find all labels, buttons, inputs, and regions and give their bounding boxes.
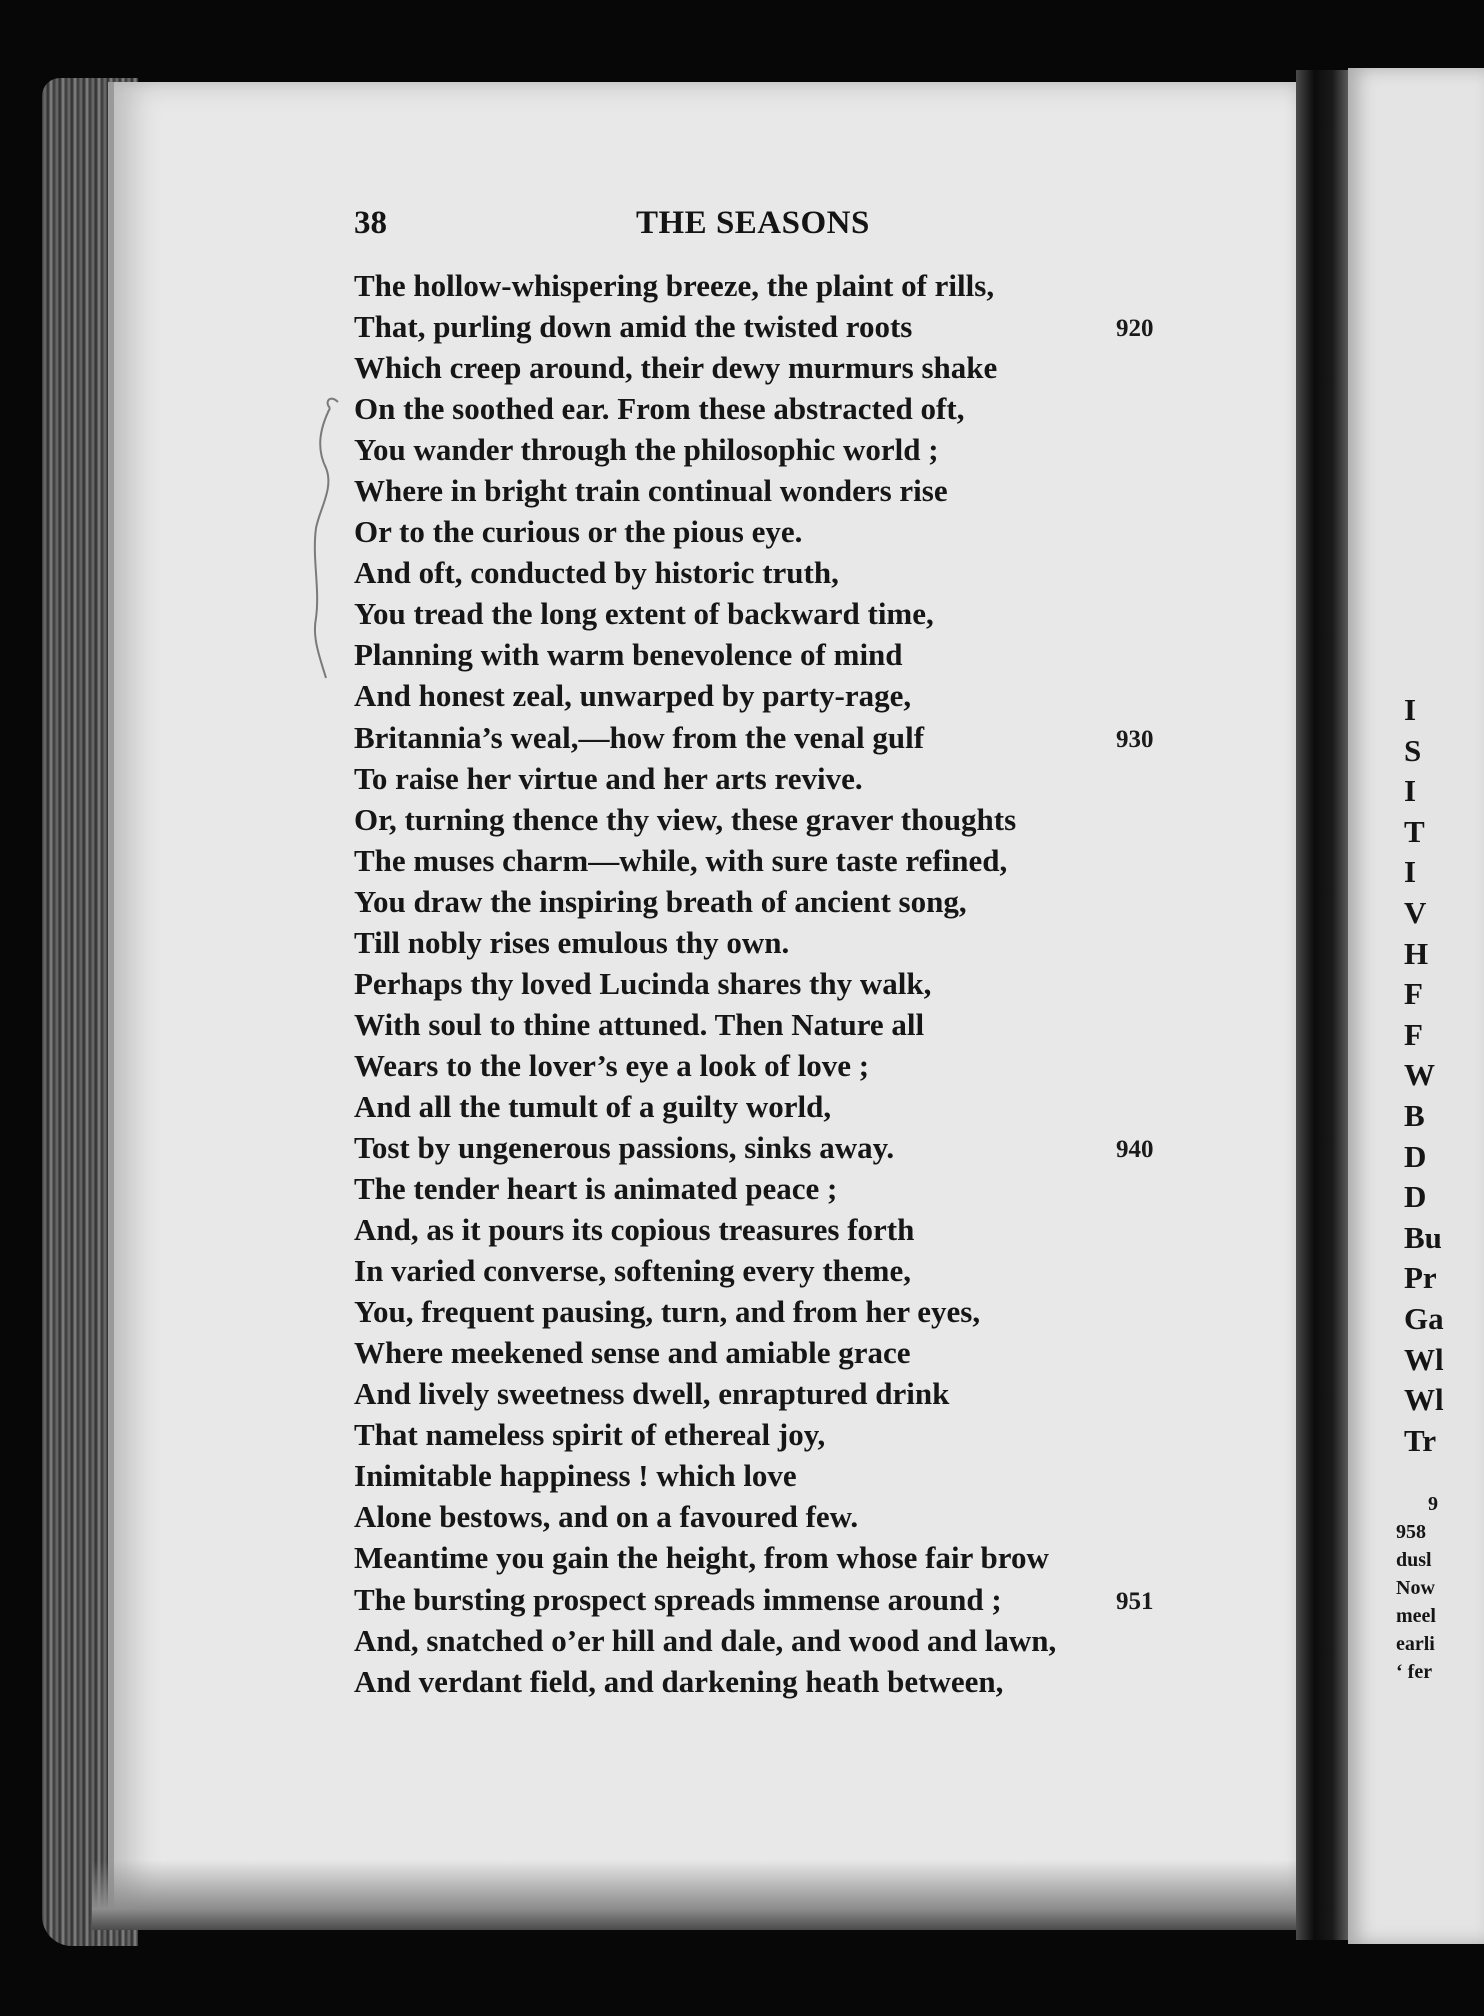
facing-line-fragment: S — [1404, 732, 1422, 768]
verse-line: Which creep around, their dewy murmurs shake — [354, 350, 998, 386]
verse-line: On the soothed ear. From these abstracted oft, — [354, 391, 965, 427]
facing-line-fragment: D — [1404, 1138, 1427, 1174]
facing-note-fragment: meel — [1396, 1605, 1436, 1627]
poem-text — [0, 265, 1484, 1702]
verse-line: And, as it pours its copious treasures forth — [354, 1212, 915, 1248]
facing-note-fragment: earli — [1396, 1633, 1435, 1655]
facing-line-fragment: F — [1404, 1016, 1423, 1052]
verse-line: Or to the curious or the pious eye. — [354, 514, 803, 550]
verse-line: You draw the inspiring breath of ancient song, — [354, 883, 967, 919]
verse-line: Or, turning thence thy view, these graver thoughts — [354, 801, 1017, 837]
verse-line: Alone bestows, and on a favoured few. — [354, 1499, 859, 1535]
facing-line-fragment: Pr — [1404, 1260, 1437, 1296]
verse-line: And, snatched o’er hill and dale, and wood and lawn, — [354, 1622, 1057, 1658]
facing-line-fragment: Tr — [1404, 1422, 1437, 1458]
verse-line: And verdant field, and darkening heath between, — [354, 1663, 1004, 1699]
verse-line: The tender heart is animated peace ; — [354, 1171, 838, 1207]
verse-line: Where in bright train continual wonders rise — [354, 473, 948, 509]
verse-line: Wears to the lover’s eye a look of love ; — [354, 1047, 870, 1083]
facing-line-fragment: F — [1404, 976, 1423, 1012]
running-title: THE SEASONS — [636, 205, 870, 241]
facing-note-fragment: dusl — [1396, 1549, 1432, 1571]
running-head — [0, 205, 1484, 245]
verse-line: That nameless spirit of ethereal joy, — [354, 1417, 826, 1453]
page-number: 38 — [354, 205, 387, 241]
facing-line-fragment: H — [1404, 935, 1429, 971]
verse-line: The bursting prospect spreads immense around ; 951 — [0, 1579, 1484, 1620]
facing-line-fragment: Wl — [1404, 1382, 1444, 1418]
verse-line: And honest zeal, unwarped by party-rage, — [354, 678, 912, 714]
facing-line-fragment: B — [1404, 1097, 1425, 1133]
verse-line: Planning with warm benevolence of mind — [354, 637, 903, 673]
facing-page-notes — [1396, 1490, 1484, 1686]
facing-note-fragment: Now — [1396, 1577, 1435, 1599]
verse-line: Britannia’s weal,—how from the venal gulf 930 — [0, 717, 1484, 758]
facing-line-fragment: I — [1404, 773, 1417, 809]
facing-line-fragment: Ga — [1404, 1300, 1444, 1336]
facing-page-text — [1404, 690, 1484, 1461]
verse-line: Perhaps thy loved Lucinda shares thy walk, — [354, 965, 932, 1001]
verse-line: The hollow-whispering breeze, the plaint of rills, — [354, 268, 995, 303]
verse-line: That, purling down amid the twisted roots 920 — [0, 306, 1484, 347]
facing-line-fragment: T — [1404, 813, 1425, 849]
verse-line: You, frequent pausing, turn, and from her eyes, — [354, 1294, 981, 1330]
line-number: 951 — [1116, 1587, 1154, 1615]
line-number: 940 — [1116, 1135, 1154, 1163]
facing-note-fragment: 9 — [1428, 1493, 1438, 1515]
page-bottom-edge — [92, 1860, 1307, 1930]
verse-line: To raise her virtue and her arts revive. — [354, 760, 863, 796]
verse-line: You wander through the philosophic world ; — [354, 432, 939, 468]
verse-line: Tost by ungenerous passions, sinks away. 940 — [0, 1127, 1484, 1168]
verse-line: The muses charm—while, with sure taste refined, — [354, 842, 1008, 878]
facing-line-fragment: I — [1404, 854, 1417, 890]
verse-line: And lively sweetness dwell, enraptured drink — [354, 1376, 950, 1412]
facing-line-fragment: V — [1404, 894, 1427, 930]
verse-line: Where meekened sense and amiable grace — [354, 1335, 911, 1371]
facing-line-fragment: W — [1404, 1057, 1435, 1093]
verse-line: And oft, conducted by historic truth, — [354, 555, 839, 591]
verse-line: Till nobly rises emulous thy own. — [354, 924, 790, 960]
line-number: 920 — [1116, 315, 1154, 343]
verse-line: In varied converse, softening every theme, — [354, 1253, 912, 1289]
verse-line: You tread the long extent of backward time, — [354, 596, 934, 632]
verse-line: And all the tumult of a guilty world, — [354, 1088, 832, 1124]
facing-line-fragment: Wl — [1404, 1341, 1444, 1377]
facing-note-fragment: 958 — [1396, 1521, 1426, 1543]
facing-line-fragment: I — [1404, 692, 1417, 727]
facing-note-fragment: ‘ fer — [1396, 1661, 1433, 1683]
facing-line-fragment: D — [1404, 1179, 1427, 1215]
verse-line: Inimitable happiness ! which love — [354, 1458, 797, 1494]
line-number: 930 — [1116, 725, 1154, 753]
verse-line: Meantime you gain the height, from whose fair brow — [354, 1540, 1049, 1576]
facing-line-fragment: Bu — [1404, 1219, 1442, 1255]
verse-line: With soul to thine attuned. Then Nature all — [354, 1006, 925, 1042]
